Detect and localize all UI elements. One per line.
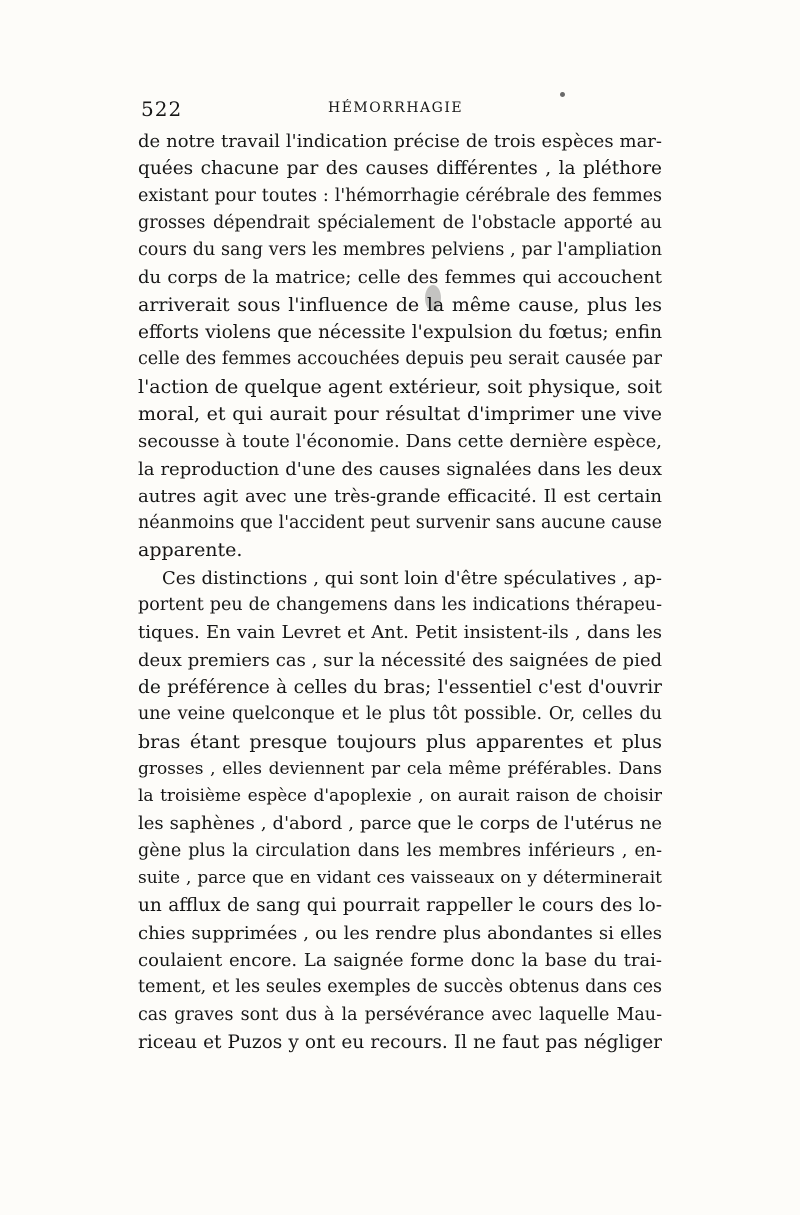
text-line: grosses , elles deviennent par cela même préférables. Dans	[138, 758, 662, 779]
text-line: secousse à toute l'économie. Dans cette dernière espèce,	[138, 431, 662, 453]
text-line: cours du sang vers les membres pelviens , par l'ampliation	[138, 240, 662, 261]
text-line: gène plus la circulation dans les membres inférieurs , en-	[138, 840, 662, 861]
text-line: de préférence à celles du bras; l'essentiel c'est d'ouvrir	[138, 676, 662, 698]
text-line: moral, et qui aurait pour résultat d'imprimer une vive	[138, 402, 662, 425]
text-line: l'action de quelque agent extérieur, soit physique, soit	[138, 375, 662, 398]
text-line: arriverait sous l'influence de la même cause, plus les	[138, 293, 662, 316]
page-number: 522	[141, 97, 183, 121]
body-text	[138, 128, 662, 1056]
text-line: grosses dépendrait spécialement de l'obstacle apporté au	[138, 212, 662, 233]
text-line: coulaient encore. La saignée forme donc la base du trai-	[138, 949, 662, 971]
text-line: portent peu de changemens dans les indications thérapeu-	[138, 595, 662, 616]
text-line: une veine quelconque et le plus tôt possible. Or, celles du	[138, 704, 662, 725]
text-line: les saphènes , d'abord , parce que le corps de l'utérus ne	[138, 813, 662, 835]
text-line: un afflux de sang qui pourrait rappeller le cours des lo-	[138, 895, 662, 917]
text-line: apparente.	[138, 539, 243, 562]
text-line: la reproduction d'une des causes signalées dans les deux	[138, 458, 662, 480]
text-line: autres agit avec une très-grande efficacité. Il est certain	[138, 485, 662, 507]
text-line: la troisième espèce d'apoplexie , on aurait raison de choisir	[138, 786, 662, 807]
text-line: riceau et Puzos y ont eu recours. Il ne faut pas négliger	[138, 1031, 662, 1053]
running-head: HÉMORRHAGIE	[328, 100, 464, 116]
text-line: néanmoins que l'accident peut survenir sans aucune cause	[138, 513, 662, 534]
text-line: efforts violens que nécessite l'expulsion du fœtus; enfin	[138, 322, 662, 344]
text-line: deux premiers cas , sur la nécessité des saignées de pied	[138, 649, 662, 671]
text-line: suite , parce que en vidant ces vaisseaux on y déterminerait	[138, 868, 662, 889]
text-line: bras étant presque toujours plus apparentes et plus	[138, 730, 662, 753]
text-line: chies supprimées , ou les rendre plus abondantes si elles	[138, 922, 662, 944]
text-line: tement, et les seules exemples de succès obtenus dans ces	[138, 977, 662, 998]
text-line: quées chacune par des causes différentes , la pléthore	[138, 158, 662, 180]
text-line: de notre travail l'indication précise de trois espèces mar-	[138, 131, 662, 152]
text-line: celle des femmes accouchées depuis peu serait causée par	[138, 349, 662, 370]
text-line: existant pour toutes : l'hémorrhagie cérébrale des femmes	[138, 185, 662, 206]
text-line: cas graves sont dus à la persévérance avec laquelle Mau-	[138, 1004, 662, 1025]
text-line: Ces distinctions , qui sont loin d'être spéculatives , ap-	[162, 567, 662, 589]
text-line: tiques. En vain Levret et Ant. Petit insistent-ils , dans les	[138, 622, 662, 644]
page-header	[138, 97, 662, 125]
text-line: du corps de la matrice; celle des femmes qui accouchent	[138, 267, 662, 289]
